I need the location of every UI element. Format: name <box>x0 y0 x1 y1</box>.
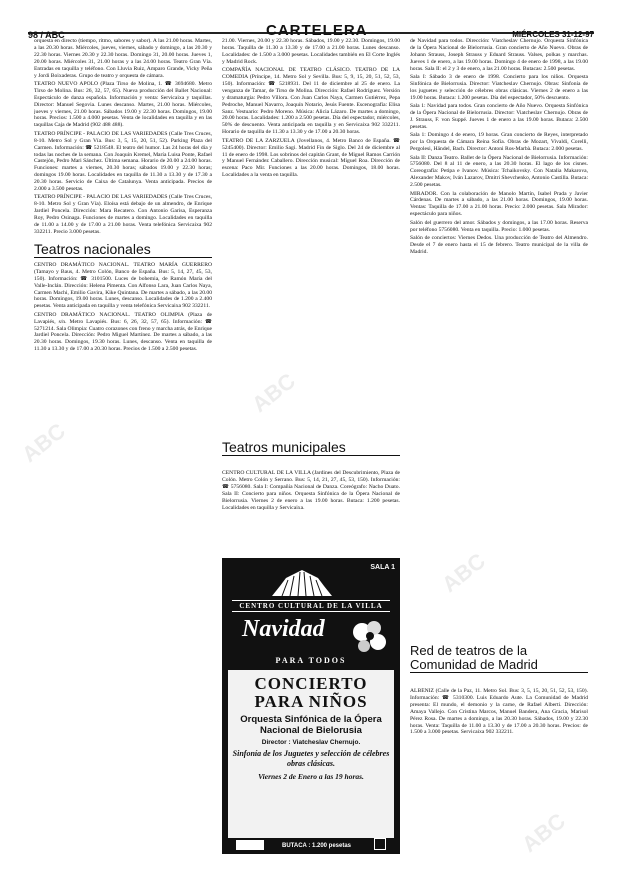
listing-cdn-olimpia: CENTRO DRAMÁTICO NACIONAL. TEATRO OLIMPIA (Plaza de Lavapiés, s/n. Metro Lavapiés. Bus: 6, 26, 32, 57, 65). Información: ☎ 5271214. Sala Olimpia: Cuatro corazones con freno y marcha atrás, de Enrique Jardiel Poncela. Dirección: Pedro Miguel Martínez. De martes a sábado, a las 20.30 horas. Domingos, 19.30 horas. Lunes, descanso. Venta en taquilla de 11.30 a 13.30 y de 17.00 a 20.30 horas. Precios de 1.500 a 2.500 pesetas. <box>34 311 212 353</box>
building-icon <box>272 564 332 596</box>
section-title: CARTELERA <box>266 22 368 39</box>
listing-sala-1b: Sala 1: Navidad para todos. Gran concierto de Año Nuevo. Orquesta Sinfónica de la Ópera Nacional de Bielorrusia. Director: Viatcheslav Chernujo. Obras de J. Strauss, F. von Suppé. Jueves 1 de enero a las 19.00 horas. Butaca: 2.500 pesetas. <box>410 103 588 130</box>
watermark: ABC <box>517 808 571 858</box>
ad-navidad: Navidad <box>242 616 325 642</box>
listing-text: 21.00. Viernes, 20.00 y 22.30 horas. Sábados, 19.00 y 22.30. Domingos, 19.00 horas. Taquilla de 11.30 a 13.30 y de 17.00 a 21.00 horas. Lunes descanso. Localidades: de 1.500 a 3.000 pesetas. Localidades también en El Corte Inglés y Madrid Rock. <box>222 38 400 65</box>
ad-price: BUTACA : 1.200 pesetas <box>282 843 352 849</box>
listing-sala-1: Sala I: Sábado 3 de enero de 1998. Concierto para los niños. Orquesta Sinfónica de Bielorrusia. Director: Viatcheslav Chernujo. Obras: Sinfonía de los juguetes y selección de célebres obras clásicas. Viernes 2 de enero a las 19.00 horas. Butaca: 1.200 pesetas. Día del espectador, 50% descuento. <box>410 74 588 101</box>
listing-albeniz: ALBÉNIZ (Calle de la Paz, 11. Metro Sol. Bus: 3, 5, 15, 20, 51, 52, 53, 150). Información: ☎ 5310300. Luis Eduardo Aute. La Comunidad de Madrid presenta: El mundo, el demonio y la carne, de Rafael Alberti. Dirección: Amaya Vallejo. Con Cristina Marcos, Manuel Bandera, Ana Gracia, Marisol Pérez Rosa. De martes a domingo, a las 20.30 horas. Sábados, 19.00 y 22.30 horas. Venta: Taquilla de 11.00 a 13.30 y de 17.00 a 20.30 horas. Precios: de 1.500 a 3.000 pesetas. Servicaixa 902 332211. <box>410 688 588 736</box>
ad-concierto: CONCIERTO <box>254 674 368 693</box>
listing-sala-2: Sala II: Danza Teatro. Ballet de la Ópera Nacional de Bielorrusia. Información: 5756080. Del 8 al 11 de enero, a las 20.30 horas. El lago de los cisnes. Coreografía: Petipa e Ivanov. Música: Tchaikovsky. Con Natalia Makarova, Alexander Makov, Iván Lazarov, Dmitri Shevchenko, Antonio Castilla. Butaca: 2.500 pesetas. <box>410 154 588 189</box>
listing-sala-1c: Sala 1: Domingo 4 de enero, 19 horas. Gran concierto de Reyes, interpretado por la Orquesta de Cámara Reina Sofía. Obras de Mozart, Vivaldi, Corelli, Pergolesi, Händel, Bach. Director: Antoni Ros-Marbà. Butaca: 2.000 pesetas. <box>410 132 588 153</box>
watermark: ABC <box>437 548 491 598</box>
listing-text: de Navidad para todos. Dirección: Viatcheslav Chernujo. Orquesta Sinfónica de la Ópera Nacional de Bielorrusia. Gran concierto de Año Nuevo. Obras de Johann Strauss, Joseph Strauss y Eduard Strauss. Valses, polkas y marchas. Jueves 1 de enero, a las 19.00 horas. Domingo 4 de enero de 1998, a las 19.00 horas. Sala II: el 2 y 3 de enero, a las 21.00 horas. Butacas: 2.500 pesetas. <box>410 38 588 72</box>
page-number: 98 / ABC <box>28 30 65 40</box>
section-teatros-nacionales: Teatros nacionales <box>34 242 212 258</box>
ad-orquesta: Orquesta Sinfónica de la Ópera Nacional de Bielorusia <box>240 714 382 736</box>
watermark: ABC <box>247 368 301 418</box>
ad-program: Sinfonía de los Juguetes y selección de célebres obras clásicas. <box>232 749 390 768</box>
listing-cdn-maria-guerrero: CENTRO DRAMÁTICO NACIONAL. TEATRO MARÍA GUERRERO (Tamayo y Baus, 4. Metro Colón, Banco de España. Bus: 5, 14, 27, 45, 53, 150). Información: ☎ 3101500. Luces de bohemia, de Ramón María del Valle-Inclán. Dirección: Helena Pimenta. Con Alfonso Lara, Juan Carlos Naya, Carmen Machi, Emilio Gavira, Kike Quintana. De martes a sábado, a las 20.00 horas. Domingos, 19.00 horas. Lunes, descanso. Localidades de 1.200 a 2.400 pesetas. Venta anticipada en taquilla y venta telefónica Servicaixa 902 332211. <box>34 261 212 310</box>
ad-venue: CENTRO CULTURAL DE LA VILLA <box>232 600 390 612</box>
ad-sala: SALA 1 <box>370 564 395 571</box>
concert-advertisement <box>222 558 400 854</box>
ad-date: Viernes 2 de Enero a las 19 horas. <box>258 772 364 781</box>
listing-centro-cultural-villa: CENTRO CULTURAL DE LA VILLA (Jardines del Descubrimiento, Plaza de Colón. Metro Colón y Serrano. Bus: 5, 14, 21, 27, 45, 53, 150). Información: ☎ 5756080. Sala I: Compañía Nacional de Danza. Coreógrafo: Nacho Duato. Sala II: Concierto para niños. Orquesta Sinfónica de la Ópera Nacional de Bielorrusia. Viernes 2 de enero a las 19.00 horas. Butaca: 1.200 pesetas. Localidades en taquilla y Servicaixa. <box>222 470 400 511</box>
column-2-lower <box>222 470 400 548</box>
issue-date: MIÉRCOLES 31-12-97 <box>512 30 594 39</box>
ad-para-todos: PARA TODOS <box>275 656 347 665</box>
section-red-teatros: Red de teatros de la Comunidad de Madrid <box>410 644 588 673</box>
listing-salon-conciertos: Salón de conciertos: Viernes Dedos. Una producción de Teatro del Almendro. Desde el 7 de enero hasta el 15 de febrero. Teatro municipal de la villa de Madrid. <box>410 234 588 255</box>
listing-teatro-principe: TEATRO PRÍNCIPE - PALACIO DE LAS VARIEDADES (Calle Tres Cruces, 8-10. Metro Sol y Gran Vía. Bus: 3, 5, 15, 20, 51, 52). Parking Plaza del Carmen. Información: ☎ 5218548. El teatro del humor. Las 24 horas del día y todas las noches de la semana. Con Joaquín Kremel, María Luisa Ponte, Rafael Castejón, Pedro Mari Sánchez. Última semana. Horario de 20.00 a 24.00 horas. Funciones: martes a viernes, 20.30 horas; sábados 19.00 y 22.30 horas; domingos 19.00 horas. Localidades en taquilla de 11.30 a 13.30 y de 17.30 a 20.30 horas. Servicio de Caixa de Catalunya. Venta anticipada. Precios de 2.000 a 3.500 pesetas. <box>34 130 212 193</box>
sponsor-logo <box>236 840 264 850</box>
section-teatros-municipales: Teatros municipales <box>222 440 400 456</box>
listing-teatro-principe-2: TEATRO PRÍNCIPE - PALACIO DE LAS VARIEDADES (Calle Tres Cruces, 8-10. Metro Sol y Gran Vía). Eloísa está debajo de un almendro, de Enrique Jardiel Poncela. Dirección: Mara Recatero. Con Antonio Garisa, Esperanza Roy, Pedro Osinaga. Funciones de martes a domingo. Localidades en taquilla de 11.00 a 14.00 y de 17.00 a 21.00 horas. Venta telefónica Servicaixa 902 332211. Precio 3.000 pesetas. <box>34 194 212 235</box>
sponsor-seal <box>374 838 386 850</box>
column-2 <box>222 38 400 308</box>
ad-director: Director : Viatcheslav Chernujo. <box>261 739 361 746</box>
column-3 <box>410 38 588 658</box>
ad-para-ninos: PARA NIÑOS <box>254 692 368 711</box>
listing-teatro-nuevo-apolo: TEATRO NUEVO APOLO (Plaza Tirso de Molina, 1. ☎ 3694680. Metro Tirso de Molina. Bus: 26, 32, 57, 65). Nueva producción del Ballet Nacional: Espectáculo de danza española. Información y venta: Servicaixa y taquillas. Director: Manuel Segovia. Lunes descanso. Martes, 21.00 horas. Miércoles, jueves y viernes, 21.00 horas. Sábados 19.00 y 22.30 horas. Domingos, 19.00 horas. Precios: 1.500 a 4.000 pesetas. Venta de localidades en taquilla y en las taquillas Caja de Madrid (902 488 488). <box>34 80 212 129</box>
watermark: ABC <box>17 418 71 468</box>
page-header <box>28 8 594 40</box>
listing-teatro-comedia: COMPAÑÍA NACIONAL DE TEATRO CLÁSICO. TEATRO DE LA COMEDIA (Príncipe, 14. Metro Sol y Sevilla. Bus: 5, 9, 15, 20, 51, 52, 53, 150). Información: ☎ 5218931. Del 11 de diciembre al 25 de enero. La venganza de Tamar, de Tirso de Molina. Dirección: Rafael Rodríguez. Versión y dramaturgia: Pedro Villora. Con Juan Carlos Naya, Carmen Gutiérrez, Pepa Pedroche, Manuel Navarro, Joaquín Notario, Jesús Fuente. Escenografía: Elisa Sanz. Vestuario: Pedro Moreno. Música: Alicia Lázaro. De martes a domingo, 20.00 horas. Localidades: 1.200 a 2.500 pesetas. Día del espectador, miércoles, 50% de descuento. Venta anticipada en taquilla y en Servicaixa 902 332211. Horario de taquilla de 11.30 a 13.30 y de 17.00 a 20.30 horas. <box>222 67 400 136</box>
decorative-flower-icon <box>344 614 392 658</box>
listing-text: orquesta en directo (tiempo, ritmo, sabores y sabor). A las 21.00 horas. Martes, a las 20.30 horas. Miércoles, jueves, viernes, sábado y domingo, a las 20.30 y 22.30 horas. Viernes 20.30 y 22.30 horas. Domingo 31, 20.00 horas. Jueves 1, 20.00 horas. Miércoles 31, 21.00 horas y a las 24.00 horas. Teatro Gran Vía. Entradas en taquilla y teléfono. Con Lluvia Ruiz, Amparo Grande, Vicky Peña y Jordi Boixaderas. Grupo de teatro y orquesta de cámara. <box>34 38 212 79</box>
listing-mirador: MIRADOR. Con la colaboración de Manolo Martín, Isabel Prada y Javier Cárdenas. De martes a sábado, a las 21.00 horas. Domingos, 19.00 horas. Ventas: Taquilla de 17.00 a 21.00 horas. Precio: 2.000 pesetas. Sala Mirador: espectáculo para niños. <box>410 190 588 218</box>
ad-box <box>228 670 394 838</box>
listing-salon-guerrero: Salón del guerrero del amor. Sábados y domingos, a las 17.00 horas. Reserva por teléfono 5756080. Venta en taquilla. Precio: 1.000 pesetas. <box>410 219 588 233</box>
listing-teatro-zarzuela: TEATRO DE LA ZARZUELA (Jovellanos, 4. Metro Banco de España. ☎ 5245400). Director: Emilio Sagi. Madrid Fin de Siglo. Del 24 de diciembre al 11 de enero de 1998. Los sobrinos del capitán Grant, de Miguel Ramos Carrión y Manuel Fernández Caballero. Dirección musical: Miguel Roa. Dirección de escena: Paco Mir. Funciones a las 20.00 horas. Domingos, 18.00 horas. Localidades a la venta en taquilla. <box>222 137 400 179</box>
